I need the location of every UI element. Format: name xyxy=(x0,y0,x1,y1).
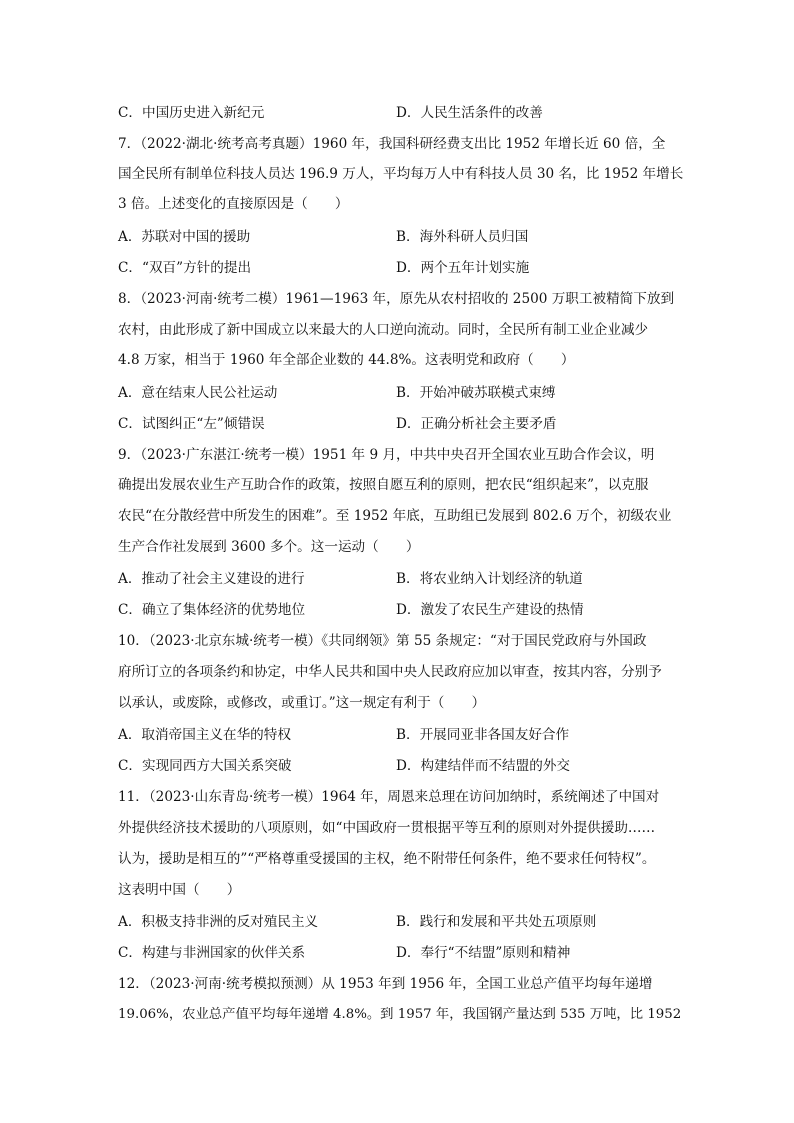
question-text-line: 以承认，或废除，或修改，或重订。”这一规定有利于（ ） xyxy=(118,695,486,711)
option-d: D．两个五年计划实施 xyxy=(396,260,530,276)
question-text-line: 农民“在分散经营中所发生的困难”。至 1952 年底，互助组已发展到 802.6 万个，初级农业 xyxy=(118,508,672,524)
option-b: B．开展同亚非各国友好合作 xyxy=(396,727,570,743)
option-a: A．苏联对中国的援助 xyxy=(118,229,251,245)
option-d: D．人民生活条件的改善 xyxy=(396,105,543,121)
option-d: D．构建结伴而不结盟的外交 xyxy=(396,758,571,774)
option-a: A．推动了社会主义建设的进行 xyxy=(118,571,305,587)
question-text-line: 生产合作社发展到 3600 多个。这一运动（ ） xyxy=(118,539,420,555)
question-text-line: 国全民所有制单位科技人员达 196.9 万人，平均每万人中有科技人员 30 名，比 1952 年增长 xyxy=(118,166,684,182)
option-a: A．积极支持非洲的反对殖民主义 xyxy=(118,914,319,930)
option-b: B．将农业纳入计划经济的轨道 xyxy=(396,571,583,587)
option-a: A．意在结束人民公社运动 xyxy=(118,385,278,401)
question-text-line: 认为，援助是相互的”“严格尊重受援国的主权，绝不附带任何条件，绝不要求任何特权”。 xyxy=(118,851,656,867)
option-c: C．试图纠正“左”倾错误 xyxy=(118,416,265,432)
option-c: C．实现同西方大国关系突破 xyxy=(118,758,292,774)
option-b: B．践行和发展和平共处五项原则 xyxy=(396,914,597,930)
question-text-line: 10．（2023·北京东城·统考一模）《共同纲领》第 55 条规定：“对于国民党政府与外国政 xyxy=(118,633,647,649)
question-text-line: 9．（2023·广东湛江·统考一模）1951 年 9 月，中共中央召开全国农业互助合作会议，明 xyxy=(118,447,655,463)
question-text-line: 4.8 万家，相当于 1960 年全部企业数的 44.8%。这表明党和政府（ ） xyxy=(118,352,575,368)
option-c: C．确立了集体经济的优势地位 xyxy=(118,602,306,618)
question-text-line: 农村，由此形成了新中国成立以来最大的人口逆向流动。同时，全民所有制工业企业减少 xyxy=(118,322,649,338)
question-text-line: 8．（2023·河南·统考二模）1961—1963 年，原先从农村招收的 2500 万职工被精简下放到 xyxy=(118,291,675,307)
option-d: D．正确分析社会主要矛盾 xyxy=(396,416,557,432)
option-d: D．奉行“不结盟”原则和精神 xyxy=(396,945,571,961)
question-text-line: 府所订立的各项条约和协定，中华人民共和国中央人民政府应加以审查，按其内容，分别予 xyxy=(118,664,662,680)
option-d: D．激发了农民生产建设的热情 xyxy=(396,602,584,618)
option-c: C．中国历史进入新纪元 xyxy=(118,105,265,121)
question-text-line: 19.06%，农业总产值平均每年递增 4.8%。到 1957 年，我国钢产量达到 535 万吨，比 1952 xyxy=(118,1007,682,1022)
question-text-line: 确提出发展农业生产互助合作的政策，按照自愿互利的原则，把农民“组织起来”，以克服 xyxy=(118,477,649,493)
option-c: C．“双百”方针的提出 xyxy=(118,260,252,276)
question-text-line: 外提供经济技术援助的八项原则，如“中国政府一贯根据平等互利的原则对外提供援助…… xyxy=(118,820,656,836)
question-text-line: 3 倍。上述变化的直接原因是（ ） xyxy=(118,196,349,212)
question-text-line: 11．（2023·山东青岛·统考一模）1964 年，周恩来总理在访问加纳时，系统阐述了中国对 xyxy=(118,789,660,805)
question-text-line: 12．（2023·河南·统考模拟预测）从 1953 年到 1956 年，全国工业总产值平均每年递增 xyxy=(118,976,653,992)
question-text-line: 7．（2022·湖北·统考高考真题）1960 年，我国科研经费支出比 1952 年增长近 60 倍，全 xyxy=(118,136,666,152)
option-a: A．取消帝国主义在华的特权 xyxy=(118,727,291,743)
option-b: B．海外科研人员归国 xyxy=(396,229,529,245)
option-b: B．开始冲破苏联模式束缚 xyxy=(396,385,556,401)
option-c: C．构建与非洲国家的伙伴关系 xyxy=(118,945,306,961)
question-text-line: 这表明中国（ ） xyxy=(118,882,241,898)
